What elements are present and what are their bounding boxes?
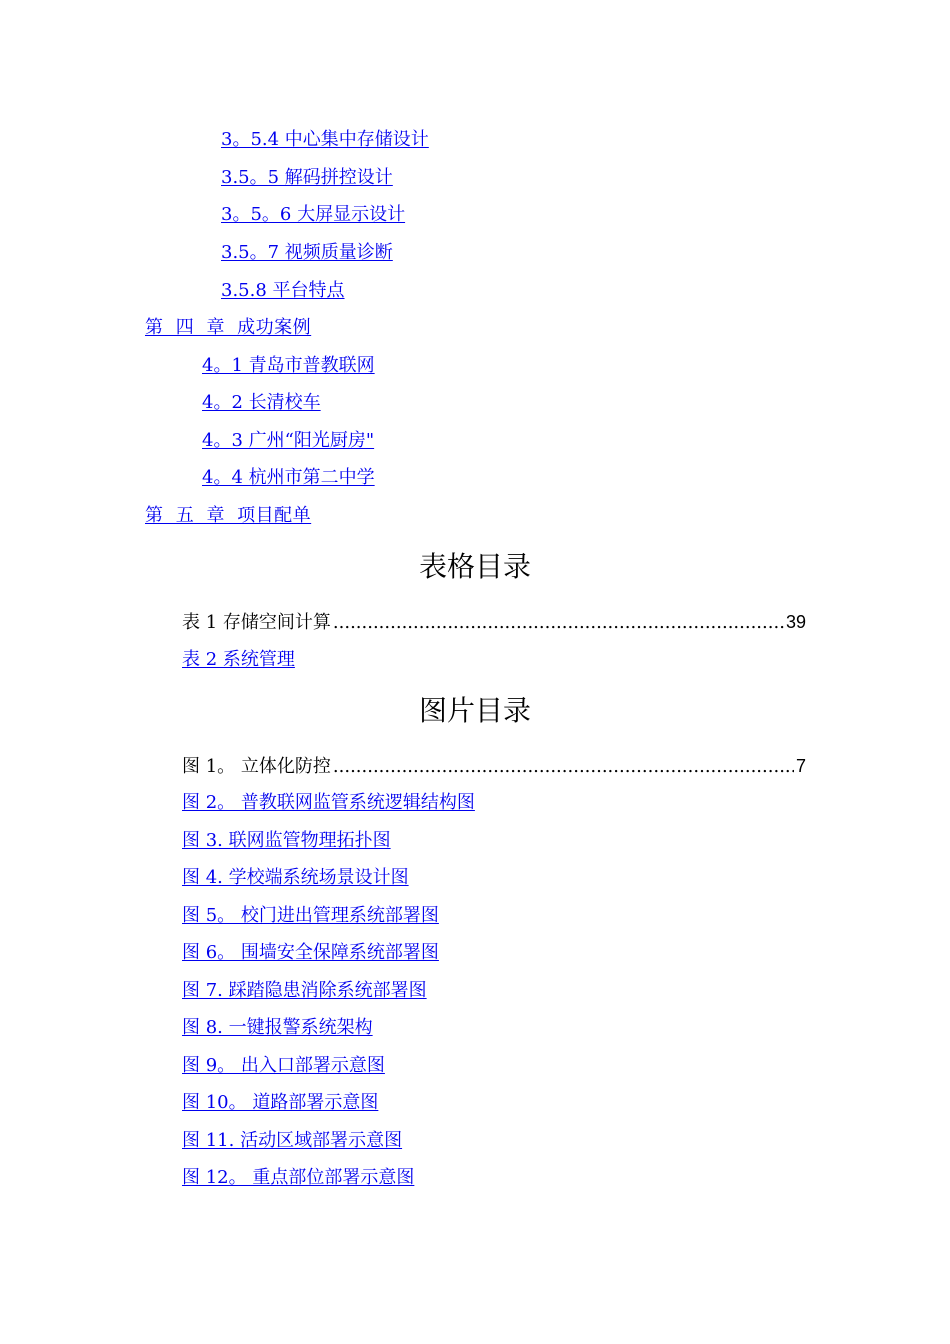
figure-index-entry-label: 图 1。 立体化防控 xyxy=(182,756,331,777)
table-index-entry-page: 39 xyxy=(785,612,806,632)
leader-dots xyxy=(333,611,784,635)
toc-link-4-3[interactable]: 4。3 广州“阳光厨房" xyxy=(202,430,375,451)
toc-link-3-5-5[interactable]: 3.5。5 解码拼控设计 xyxy=(221,167,393,188)
figure-index-title: 图片目录 xyxy=(418,694,531,727)
toc-link-4-1[interactable]: 4。1 青岛市普教联网 xyxy=(202,355,375,376)
toc-link-4-2[interactable]: 4。2 长清校车 xyxy=(202,392,321,413)
toc-link-4-4[interactable]: 4。4 杭州市第二中学 xyxy=(202,467,375,488)
figure-index-entry-2[interactable]: 图 2。 普教联网监管系统逻辑结构图 xyxy=(182,792,475,813)
toc-link-3-5-7[interactable]: 3.5。7 视频质量诊断 xyxy=(221,242,393,263)
figure-index-entry-7[interactable]: 图 7. 踩踏隐患消除系统部署图 xyxy=(182,980,427,1001)
figure-index-entry-11[interactable]: 图 11. 活动区域部署示意图 xyxy=(182,1130,403,1151)
figure-index-entry-9[interactable]: 图 9。 出入口部署示意图 xyxy=(182,1055,385,1076)
toc-link-3-5-8[interactable]: 3.5.8 平台特点 xyxy=(221,280,345,301)
figure-index-entry-10[interactable]: 图 10。 道路部署示意图 xyxy=(182,1092,379,1113)
leader-dots xyxy=(333,755,794,779)
figure-index-entry-12[interactable]: 图 12。 重点部位部署示意图 xyxy=(182,1167,415,1188)
figure-index-entry-6[interactable]: 图 6。 围墙安全保障系统部署图 xyxy=(182,942,439,963)
toc-link-3-5-4[interactable]: 3。5.4 中心集中存储设计 xyxy=(221,129,429,150)
toc-link-3-5-6[interactable]: 3。5。6 大屏显示设计 xyxy=(221,204,406,225)
figure-index-entry-4[interactable]: 图 4. 学校端系统场景设计图 xyxy=(182,867,409,888)
table-index-entry-2[interactable]: 表 2 系统管理 xyxy=(182,649,295,670)
figure-index-entry-3[interactable]: 图 3. 联网监管物理拓扑图 xyxy=(182,830,391,851)
figure-index-entry-5[interactable]: 图 5。 校门进出管理系统部署图 xyxy=(182,905,439,926)
figure-index-entry-1[interactable] xyxy=(182,754,806,779)
table-index-entry-label: 表 1 存储空间计算 xyxy=(182,612,331,633)
figure-index-entry-8[interactable]: 图 8. 一键报警系统架构 xyxy=(182,1017,373,1038)
figure-index-entry-page: 7 xyxy=(795,756,806,776)
toc-link-chapter-5[interactable]: 第 五 章 项目配单 xyxy=(145,505,312,526)
toc-link-chapter-4[interactable]: 第 四 章 成功案例 xyxy=(145,317,312,338)
table-index-entry-1[interactable] xyxy=(182,610,806,635)
table-index-title: 表格目录 xyxy=(418,550,531,583)
